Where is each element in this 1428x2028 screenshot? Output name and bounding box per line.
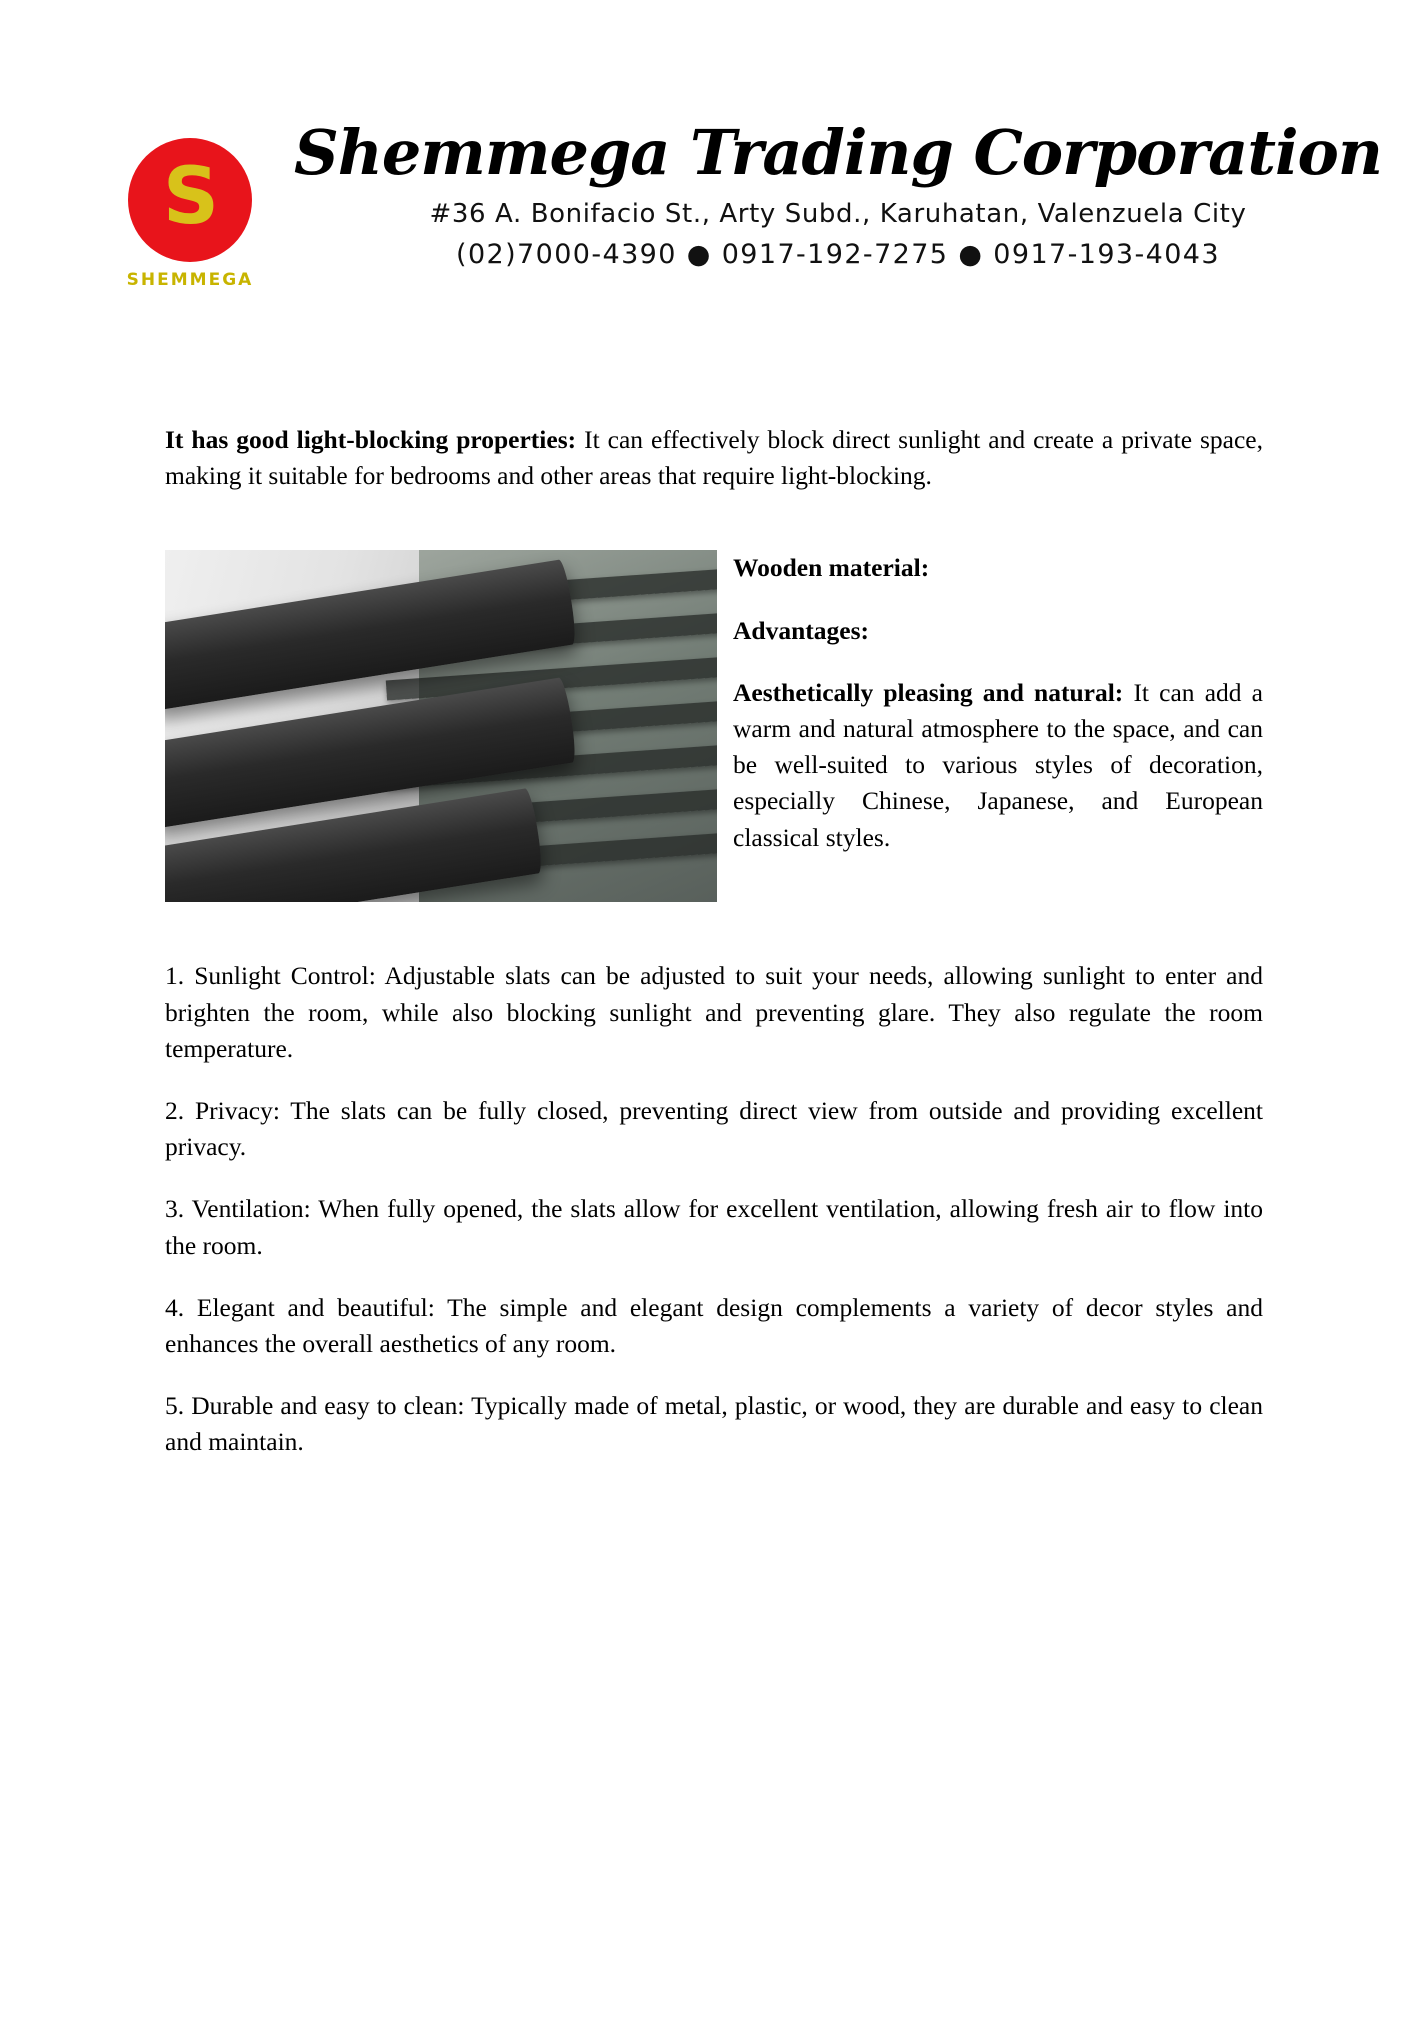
wooden-material-heading-text: Wooden material:	[733, 553, 930, 583]
logo-wordmark: SHEMMEGA	[126, 270, 254, 290]
logo-letter: S	[162, 152, 218, 242]
company-name: Shemmega Trading Corporation	[294, 116, 1382, 189]
wooden-material-heading	[733, 550, 1263, 586]
advantages-heading	[733, 613, 1263, 649]
list-item: 4. Elegant and beautiful: The simple and elegant design complements a variety of decor styles and enhances the overall aesthetics of any room.	[165, 1292, 1263, 1359]
aesthetics-text: It can add a warm and natural atmosphere to the space, and can be well-suited to various styles of decoration, especially Chinese, Japanese, and European classical styles.	[733, 677, 1263, 852]
lead-paragraph	[165, 422, 1263, 494]
lead-paragraph-label: It has good light-blocking properties:	[165, 425, 577, 454]
list-item: 5. Durable and easy to clean: Typically made of metal, plastic, or wood, they are durable and easy to clean and maintain.	[165, 1391, 1263, 1457]
side-text-column	[717, 550, 1263, 855]
numbered-list	[165, 958, 1263, 1460]
letterhead-text	[280, 116, 1428, 271]
company-phones: (02)7000-4390 ● 0917-192-7275 ● 0917-193-4043	[456, 239, 1220, 271]
aesthetics-label: Aesthetically pleasing and natural:	[733, 677, 1124, 707]
lead-paragraph-text: It can effectively block direct sunlight and create a private space, making it suitable for bedrooms and other areas that require light-blocking.	[165, 425, 1263, 491]
list-item: 1. Sunlight Control: Adjustable slats can be adjusted to suit your needs, allowing sunlight to enter and brighten the room, while also blocking sunlight and preventing glare. They also regulate the room temperature.	[165, 961, 1263, 1063]
image-text-row	[165, 550, 1263, 902]
blinds-photo	[165, 550, 717, 902]
list-item: 2. Privacy: The slats can be fully closed, preventing direct view from outside and providing excellent privacy.	[165, 1096, 1263, 1162]
document-body	[165, 290, 1263, 1461]
advantages-heading-text: Advantages:	[733, 615, 870, 645]
letterhead	[0, 0, 1428, 290]
list-item: 3. Ventilation: When fully opened, the slats allow for excellent ventilation, allowing fresh air to flow into the room.	[165, 1194, 1263, 1260]
aesthetics-paragraph	[733, 675, 1263, 856]
company-logo	[100, 120, 280, 290]
company-address: #36 A. Bonifacio St., Arty Subd., Karuhatan, Valenzuela City	[429, 199, 1247, 230]
logo-circle-icon	[128, 138, 252, 262]
